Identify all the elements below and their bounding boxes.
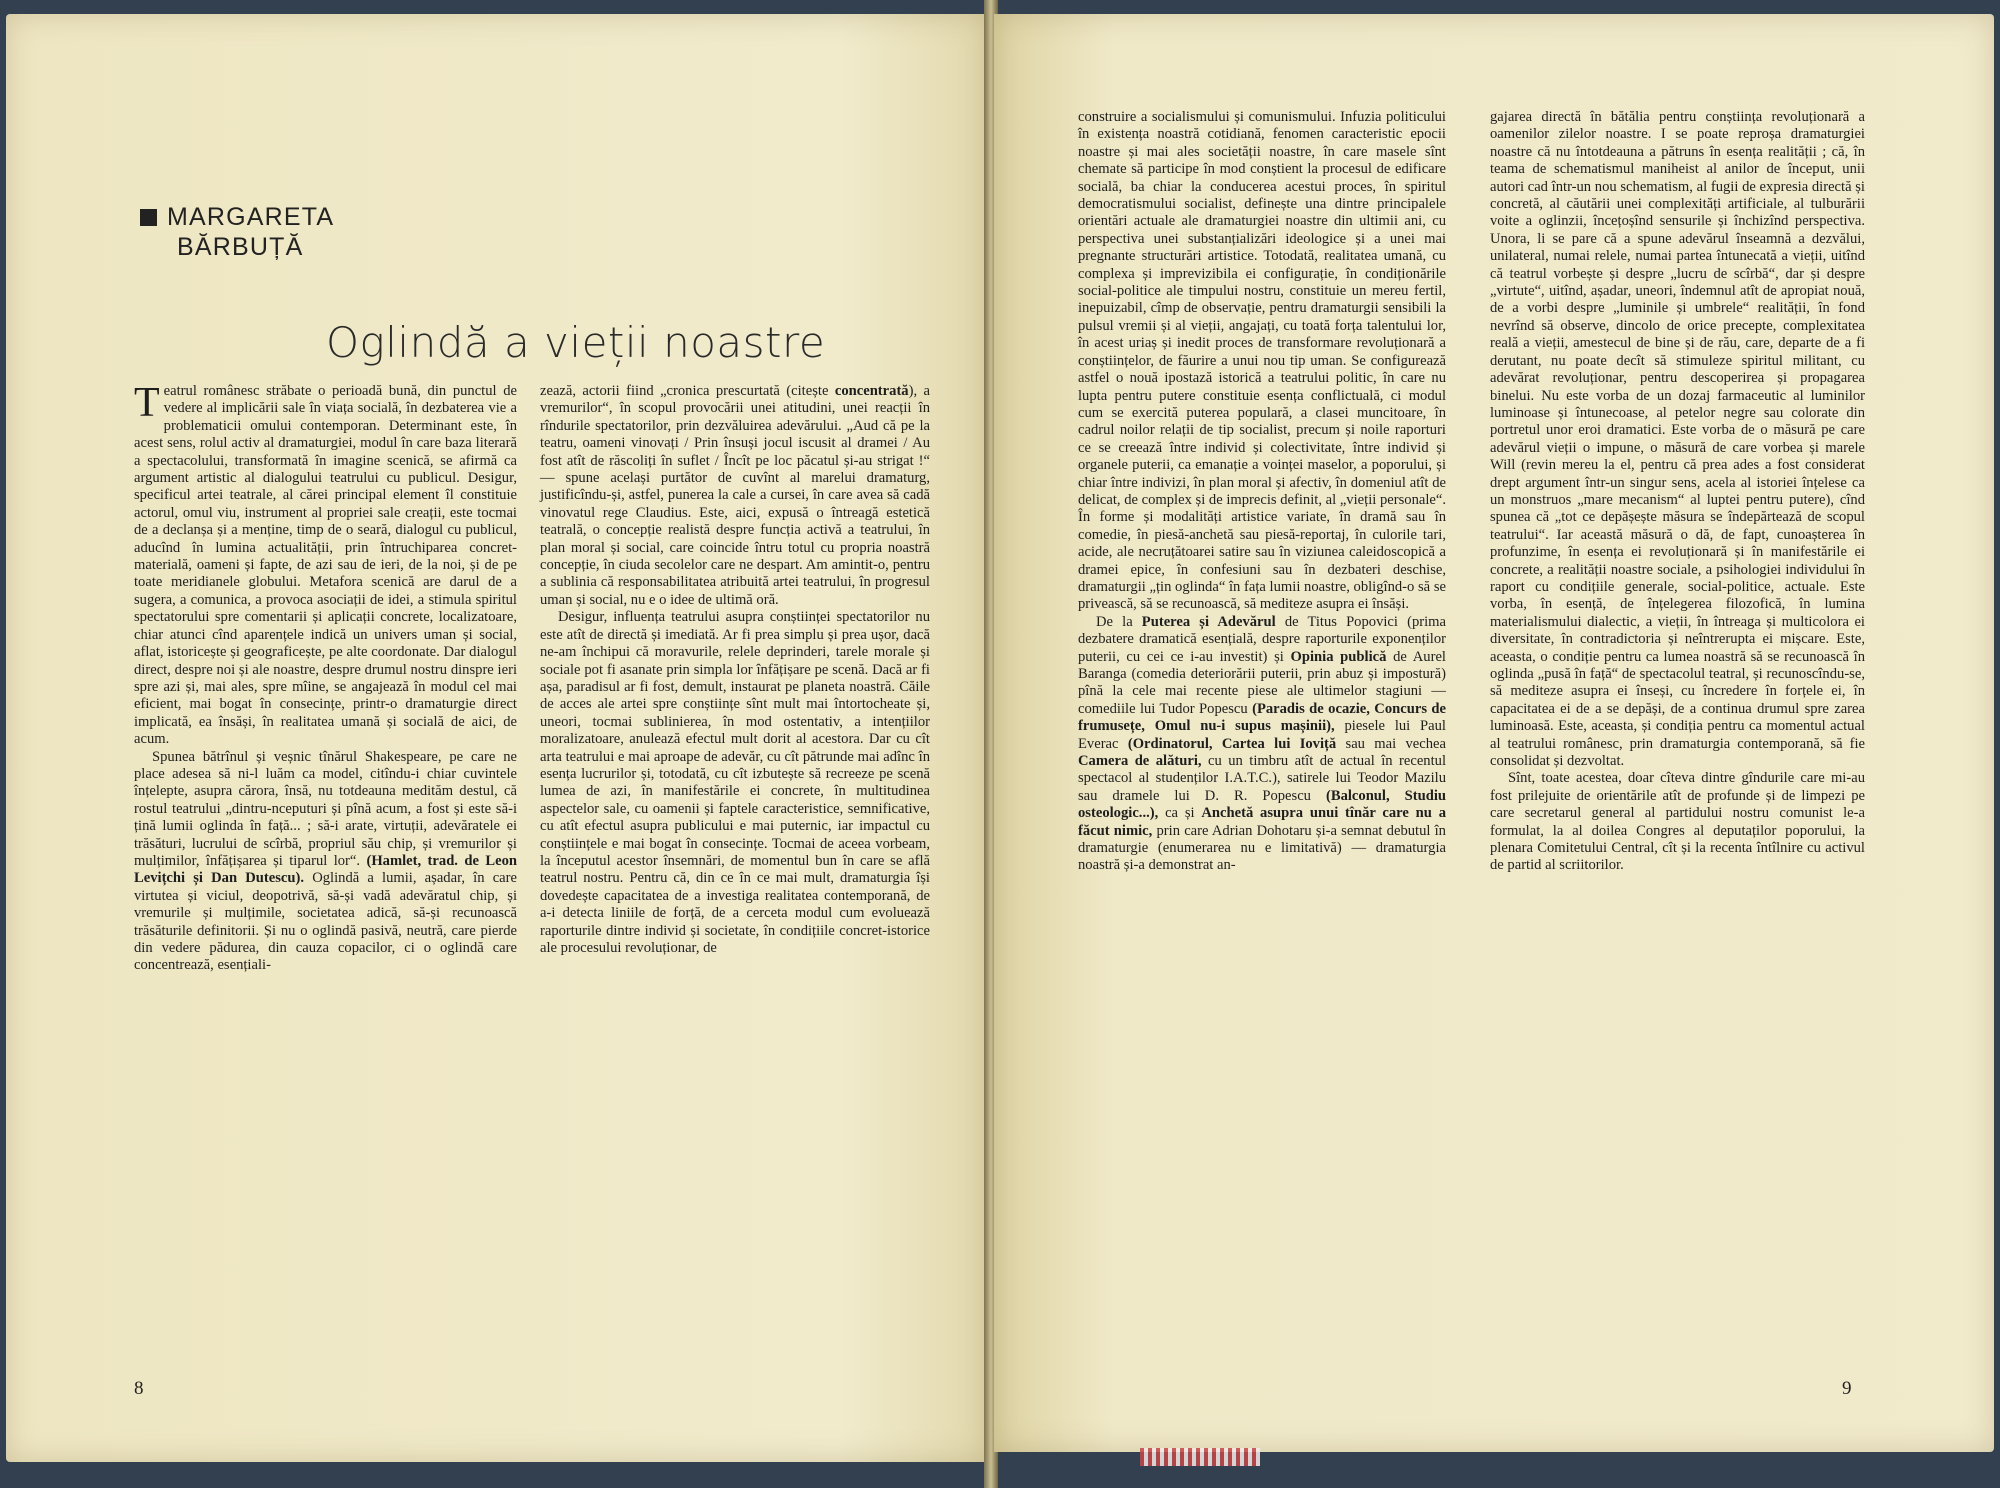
page-number-left: 8 [134,1378,144,1399]
paragraph: Sînt, toate acestea, doar cîteva dintre gîndurile care mi-au fost prilejuite de orientările atît de profunde și de limpezi pe care secretarul general al partidului nostru comunist le-a formulat, la al doilea Congres al deputaților poporului, la plenara Comitetului Central, cît și la recenta întîlnire cu activul de partid al scriitorilor. [1490,770,1865,874]
paragraph: Spunea bătrînul și veșnic tînărul Shakespeare, pe care ne place adesea să ni-l luăm ca model, citîndu-i chiar cuvintele înțelepte, asupra cărora, însă, nu totdeauna medităm destul, că rostul teatrului „dintru-nceputuri și pînă acum, a fost și este să-i țină lumii oglinda în față... ; să-i arate, virtuții, adevăratele ei trăsături, lucrului de scîrbă, propriul său chip, și vremurilor și mulțimilor, înfățișarea și tiparul lor“. (Hamlet, trad. de Leon Levițchi și Dan Dutescu). Oglindă a lumii, așadar, în care virtutea și viciul, deopotrivă, să-și vadă adevăratul chip, și vremurile și mulțimile, societatea adică, să-și recunoască trăsăturile definitorii. Și nu o oglindă pasivă, neutră, care pierde din vedere pădurea, din cauza copacilor, ci o oglindă care concentrează, esențiali- [134,748,517,974]
paragraph: construire a socialismului și comunismului. Infuzia politicului în existența noastră cotidiană, fenomen caracteristic epocii noastre și mai ales societății noastre, în care masele sînt chemate să participe în mod conștient la procesul de edificare socială, ba chiar la conducerea acestui proces, în spiritul democratismului socialist, definește una dintre principalele orientări actuale ale dramaturgiei noastre din ultimii ani, cu perspectiva unei substanțializări ideologice și a unei mai pregnante structurări artistice. Totodată, realitatea umană, cu complexa și imprevizibila ei configurație, în condiționările social-politice ale timpului nostru, constituie un mereu fertil, inepuizabil, cîmp de observație, pentru dramaturgii sensibili la pulsul vremii și al vieții, angajați, cu toată forța talentului lor, în acest uriaș și inedit proces de transformare revoluționară a conștiințelor, de făurire a unui nou tip uman. Se configurează astfel o nouă ipostază istorică a teatrului politic, în care nu lupta pentru putere constituie esența conflictuală, ci modul cum se exercită puterea populară, a clasei muncitoare, în cadrul noilor relații de tip socialist, precum și noile raporturi ce se creează între individ și colectivitate, între individ și organele puterii, ca emanație a voinței maselor, a poporului, și chiar între indivizi, în plan moral și afectiv, în domeniul atît de delicat, de complex și de imprecis definit, al „vieții personale“. În forme și modalități artistice variate, în dramă sau în comedie, în piesă-anchetă sau piesă-reportaj, în culorile tari, acide, ale necruțătoarei satire sau în viziunea caleidoscopică a dramei epice, în confesiuni sau în dezbateri deschise, dramaturgii „țin oglinda“ în fața lumii noastre, obligînd-o să se privească, să se recunoască, să mediteze asupra ei însăși. [1078,109,1446,613]
right-page [994,14,1994,1452]
text-column-2 [540,383,930,957]
paragraph: Teatrul românesc străbate o perioadă bună, din punctul de vedere al implicării sale în viața socială, în dezbaterea vie a problematicii omului contemporan. Determinant este, în acest sens, rolul activ al dramaturgiei, modul în care baza literară a spectacolului, transformată în imagine scenică, se afirmă ca argument artistic al dialogului teatrului cu publicul. Desigur, specificul artei teatrale, al cărei principal element îl constituie actorul, omul viu, instrument al propriei sale creații, este tocmai de a declanșa și a menține, timp de o seară, dialogul cu publicul, aducînd în lumina actualității, prin întruchiparea concret-materială, oameni și fapte, de azi sau de ieri, de la noi, și de pe toate meridianele globului. Metafora scenică are darul de a sugera, a comunica, a provoca asociații de idei, a stimula spiritul spectatorului spre comentarii și aplicații concrete, localizatoare, chiar atunci cînd aparențele indică un univers uman și social, aflat, istoricește și geograficește, pe alte coordonate. Dar dialogul direct, despre noi și ale noastre, despre drumul nostru dinspre ieri spre azi și, mai ales, spre mîine, se angajează în modul cel mai eficient, mai bogat în consecințe, printr-o dramaturgie direct implicată, ea însăși, în realitatea umană și socială de aici, de acum. [134,380,517,748]
page-number-right: 9 [1842,1378,1852,1399]
text-column-3 [1078,109,1446,875]
binding-thread [1140,1448,1260,1466]
bullet-square-icon [140,209,157,226]
paragraph: gajarea directă în bătălia pentru conștiința revoluționară a oamenilor zilelor noastre. I se poate reproșa dramaturgiei noastre că nu întotdeauna a pătruns în esența realității ; că, în teama de schematismul maniheist al anilor de început, unii autori cad într-un nou schematism, al fugii de expresia directă și concretă, al căutării unei complexități artificiale, al tulburării voite a oglinzii, încețoșînd sensurile și închizînd perspectiva. Unora, li se pare că a spune adevărul înseamnă a dezvălui, unilateral, numai relele, numai partea întunecată a vieții, uitînd că teatrul vorbește și despre „lucru de scîrbă“, dar și despre „virtute“, uitînd, așadar, uneori, îndemnul atît de apropiat nouă, de a vorbi despre „luminile și umbrele“ realității, în fond nevrînd să observe, dincolo de orice precepte, complexitatea reală a vieții, amestecul de bine și de rău, care, departe de a fi derutant, nu poate decît să stimuleze spiritul militant, cu adevărat revoluționar, pentru descoperirea și propagarea binelui. Nu este vorba de un dozaj farmaceutic al luminilor luminoase și întunecoase, al petelor negre sau colorate din portretul unor eroi dramatici. Este vorba de o măsură pe care adevărul vieții o impune, o măsură de care vorbea și marele Will (revin mereu la el, pentru că prea ades a fost considerat drept argument într-un singur sens, acela al istoriei înțelese ca un monstruos „mare mecanism“ al luptei pentru putere), cînd spunea că „tot ce depășește măsura se îndepărtează de scopul teatrului“. Iar această măsură o dă, de fapt, cunoașterea în profunzime, în esența ei revoluționară și în manifestările ei concrete, a realității noastre sociale, a psihologiei individului în raport cu condițiile generale, social-politice, actuale. Este vorba, în esență, de înțelegerea filozofică, în lumina materialismului dialectic, a vieții, în întreaga și multicolora ei diversitate, în contradictoria și neîntrerupta ei mișcare. Este, aceasta, o condiție pentru ca lumea noastră să se recunoască în oglinda „pusă în față“ de spectacolul teatral, și recunoscîndu-se, să mediteze asupra ei înseși, cu încredere în forțele ei, în capacitatea ei de a se depăși, de a continua drumul spre zarea luminoasă. Este, aceasta, și condiția pentru ca momentul actual al teatrului românesc, prin dramaturgia contemporană, să fie consolidat și dezvoltat. [1490,109,1865,770]
paragraph: zează, actorii fiind „cronica prescurtată (citește concentrată), a vremurilor“, în scopul provocării unei atitudini, unei reacții în rîndurile spectatorilor, prin dezvăluirea adevărului. „Aud că pe la teatru, oameni vinovați / Prin însuși jocul iscusit al dramei / Au fost atît de răscoliți în suflet / Încît pe loc păcatul și-au strigat !“ — spune același purtător de cuvînt al marelui dramaturg, justificîndu-și, astfel, punerea la cale a cursei, în care avea să cadă vinovatul rege Claudius. Este, aici, expusă o întreagă estetică teatrală, o concepție realistă despre funcția activă a teatrului, în plan moral și social, care coincide întru totul cu propria noastră concepție, în ciuda secolelor care ne despart. Am amintit-o, pentru a sublinia că responsabilitatea atribuită artei teatrului, în progresul uman și social, nu e o idee de ultimă oră. [540,383,930,608]
article-title: Oglindă a vieții noastre [326,318,826,367]
text-column-4 [1490,109,1865,875]
drop-cap: T [134,380,160,426]
author-name: MARGARETA BĂRBUȚĂ [140,202,334,262]
paragraph: Desigur, influența teatrului asupra conștiinței spectatorilor nu este atît de directă și imediată. Ar fi prea simplu și prea ușor, dacă ne-am închipui că moravurile, relele deprinderi, tarele morale și sociale pot fi asanate prin simpla lor înfățișare pe scenă. Dacă ar fi așa, paradisul ar fi fost, demult, instaurat pe planeta noastră. Căile de acces ale artei spre conștiințe sînt mult mai întortocheate și, uneori, tocmai sublinierea, în mod ostentativ, a intențiilor moralizatoare, anulează efectul mult dorit al acestora. Dar cu cît arta teatrului e mai aproape de adevăr, cu cît pătrunde mai adînc în esența lucrurilor și, totodată, cu cît izbutește să recreeze pe scenă lumea de azi, în manifestările ei concrete, în multitudinea aspectelor sale, cu oamenii și faptele caracteristice, semnificative, cu atît efectul asupra publicului e mai puternic, iar impactul cu conștiințele e mai bogat în consecințe. Tocmai de aceea vorbeam, la începutul acestor însemnări, de momentul bun în care se află teatrul nostru. Pentru că, din ce în ce mai mult, dramaturgia își dovedește capacitatea de a investiga realitatea contemporană, de a-i detecta liniile de forță, de a cerceta modul cum evoluează raporturile dintre individ și societate, în condițiile concret-istorice ale procesului revoluționar, de [540,609,930,956]
paragraph: De la Puterea și Adevărul de Titus Popovici (prima dezbatere dramatică esențială, despre raporturile exponenților puterii, cu cei ce i-au investit) și Opinia publică de Aurel Baranga (comedia deteriorării puterii, prin abuz și impostură) pînă la cele mai recente piese ale ultimelor stagiuni — comediile lui Tudor Popescu (Paradis de ocazie, Concurs de frumusețe, Omul nu-i supus mașinii), piesele lui Paul Everac (Ordinatorul, Cartea lui Ioviță sau mai vechea Camera de alături, cu un timbru atît de actual în recentul spectacol al studenților I.A.T.C.), satirele lui Teodor Mazilu sau dramele lui D. R. Popescu (Balconul, Studiu osteologic...), ca și Anchetă asupra unui tînăr care nu a făcut nimic, prin care Adrian Dohotaru și-a semnat debutul în dramaturgie (enumerarea nu e limitativă) — dramaturgia noastră și-a demonstrat an- [1078,613,1446,874]
left-page [6,14,988,1462]
text-column-1 [134,380,517,975]
